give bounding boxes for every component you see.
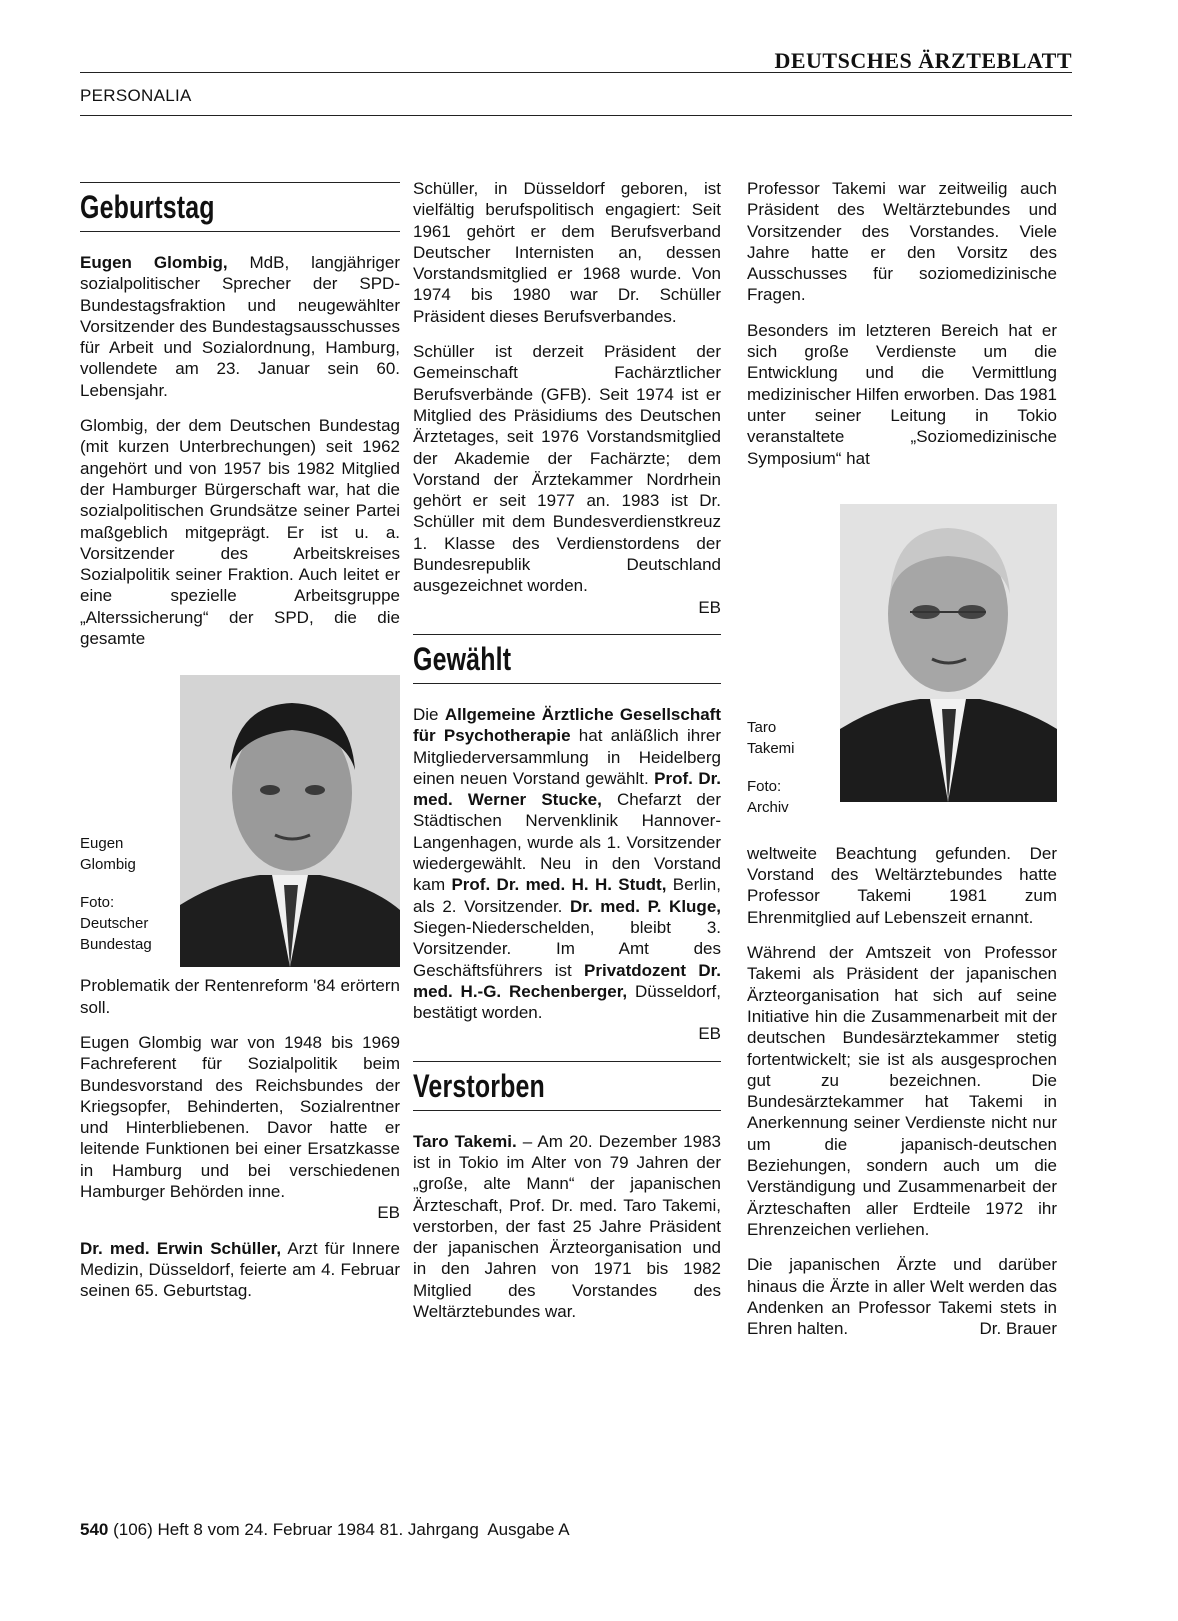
author-signature: EB [377, 1203, 400, 1223]
caption-line: Eugen [80, 835, 124, 853]
person-name: Privatdozent Dr. med. H.-G. Rechenberger, [413, 960, 721, 1001]
caption-line: Takemi [747, 739, 795, 757]
paragraph-text: Chefarzt der Städtischen Nervenklinik Hannover-Langenhagen, wurde als 1. Vorsitzender wiedergewählt. Neu in den Vorstand kam [413, 790, 721, 895]
heading-rule-top [80, 182, 400, 183]
caption-line: Bundestag [80, 936, 152, 954]
column-1 [80, 182, 400, 1302]
portrait-photo-glombig [180, 675, 400, 967]
paragraph-text: – Am 20. Dezember 1983 ist in Tokio im Alter von 79 Jahren der „große, alte Mann“ der japanischen Ärzteschaft, Prof. Dr. med. Taro Takemi, verstorben, der fast 25 Jahre Präsident der japanischen Ärzteorganisation und in den Jahren von 1971 bis 1982 Mitglied des Vorstandes des Weltärztebundes war. [413, 1131, 721, 1322]
masthead-rule [80, 72, 1072, 73]
paragraph-text: Schüller ist derzeit Präsident der Gemeinschaft Fachärztlicher Berufsverbände (GFB). Seit 1974 ist er Mitglied des Präsidiums des Deutschen Ärztetages, seit 1976 Vorstandsmitglied der Akademie der Fachärzte; dem Vorstand der Ärztekammer Nordrhein gehört er seit 1977 an. 1983 ist Dr. Schüller mit dem Bundesverdienstkreuz 1. Klasse des Verdienstordens der Bundesrepublik Deutschland ausgezeichnet worden. [413, 342, 721, 596]
portrait-photo-takemi [840, 504, 1057, 802]
caption-line: Taro [747, 718, 777, 736]
paragraph-takemi-weltaerztebund: Professor Takemi war zeitweilig auch Präsident des Weltärztebundes und Vorsitzender des Vorstandes. Viele Jahre hatte er den Vorsitz des Ausschusses für soziomedizinische Fragen. [747, 179, 1057, 305]
caption-line: Deutscher [80, 915, 149, 933]
paragraph-takemi-zusammenarbeit: Während der Amtszeit von Professor Takemi als Präsident der japanischen Ärzteorganisation hat sich auf seine Initiative hin die Zusammenarbeit mit der deutschen Bundesärztekammer stetig fortentwickelt; sie ist als ausgesprochen gut zu bezeichnen. Die Bundesärztekammer hat Takemi in Anerkennung seiner Verdienste nicht nur um die japanisch-deutschen Beziehungen, sondern auch um die Verständigung und Zusammenarbeit der Ärzteschaften aller Erdteile 1972 ihr Ehrenzeichen verliehen. [747, 943, 1057, 1239]
person-name: Prof. Dr. med. H. H. Studt, [451, 875, 667, 895]
person-name: Taro Takemi. [413, 1131, 517, 1151]
heading-rule-top [413, 634, 721, 635]
issue-info: (106) Heft 8 vom 24. Februar 1984 81. Jahrgang Ausgabe A [108, 1520, 570, 1539]
paragraph-glombig-intro [80, 252, 400, 401]
author-signature: EB [698, 1024, 721, 1044]
paragraph-takemi-andenken [747, 1254, 1057, 1339]
paragraph-schueller-intro [80, 1238, 400, 1302]
column-2 [413, 178, 721, 1322]
masthead: DEUTSCHES ÄRZTEBLATT [774, 48, 1072, 73]
photo-block-glombig [80, 653, 400, 975]
column-3 [747, 178, 1057, 1340]
heading-geburtstag: Geburtstag [80, 189, 215, 225]
photo-block-takemi [747, 469, 1057, 843]
paragraph-text: Düsseldorf, bestätigt worden. [413, 981, 721, 1023]
paragraph-psychotherapie-vorstand [413, 704, 721, 1045]
caption-line: Archiv [747, 798, 789, 816]
paragraph-text: MdB, langjähriger sozialpolitischer Sprecher der SPD-Bundestagsfraktion und neugewählter Vorsitzender des Bundestagsausschusses für Arbeit und Sozialordnung, Hamburg, vollendete am 23. Januar sein 60. Lebensjahr. [80, 253, 400, 400]
paragraph-takemi-verdienste: Besonders im letzteren Bereich hat er sich große Verdienste um die Entwicklung und die Vermittlung medizinischer Hilfen erworben. Das 1981 unter seiner Leitung in Tokio veranstaltete „Soziomedizinische Symposium“ hat [747, 320, 1057, 468]
paragraph-text: Die [413, 704, 445, 724]
page-footer [80, 1520, 570, 1540]
section-label: PERSONALIA [80, 86, 192, 105]
paragraph-schueller-career: Schüller, in Düsseldorf geboren, ist vielfältig berufspolitisch engagiert: Seit 1961 gehört er dem Berufsverband Deutscher Internisten an, dessen Vorstandsmitglied er 1968 wurde. Von 1974 bis 1980 war Dr. Schüller Präsident dieses Berufsverbandes. [413, 179, 721, 326]
heading-rule-bottom [413, 1110, 721, 1111]
photo-caption-takemi [747, 717, 795, 818]
paragraph-takemi-ehrenmitglied: weltweite Beachtung gefunden. Der Vorstand des Weltärztebundes hatte Professor Takemi 1981 zum Ehrenmitglied auf Lebenszeit ernannt. [747, 843, 1057, 927]
caption-line: Glombig [80, 856, 136, 874]
person-name: Prof. Dr. med. Werner Stucke, [413, 768, 722, 810]
paragraph-text: hat anläßlich ihrer Mitgliederversammlung in Heidelberg einen neuen Vorstand gewählt. [413, 726, 721, 788]
person-name: Eugen Glombig, [80, 253, 228, 272]
person-name: Dr. med. P. Kluge, [570, 896, 721, 916]
paragraph-text: Die japanischen Ärzte und darüber hinaus die Ärzte in aller Welt werden das Andenken an Professor Takemi stets in Ehren halten. [747, 1255, 1057, 1339]
paragraph-glombig-bio [80, 1032, 400, 1224]
person-name: Dr. med. Erwin Schüller, [80, 1238, 282, 1258]
caption-line: Foto: [747, 777, 782, 795]
heading-rule-bottom [80, 231, 400, 232]
photo-caption-glombig [80, 833, 152, 955]
paragraph-text: Siegen-Niederschelden, bleibt 3. Vorsitzender. Im Amt des Geschäftsführers ist [413, 917, 721, 980]
paragraph-text: Eugen Glombig war von 1948 bis 1969 Fachreferent für Sozialpolitik beim Bundesvorstand des Reichsbundes der Kriegsopfer, Behinderten, Sozialrentner und Hinterbliebenen. Davor hatte er leitende Funktionen bei einer Ersatzkasse in Hamburg und bei verschiedenen Hamburger Behörden inne. [80, 1032, 400, 1202]
heading-rule-bottom [413, 683, 721, 684]
portrait-illustration [180, 675, 400, 967]
paragraph-text: Berlin, als 2. Vorsitzender. [413, 875, 721, 916]
author-signature: EB [698, 597, 721, 617]
paragraph-glombig-rentenreform: Problematik der Rentenreform '84 erörtern soll. [80, 976, 400, 1017]
caption-line: Foto: [80, 894, 115, 912]
heading-gewaehlt: Gewählt [413, 640, 512, 677]
section-rule [80, 115, 1072, 116]
paragraph-text: Arzt für Innere Medizin, Düsseldorf, feierte am 4. Februar seinen 65. Geburtstag. [80, 1238, 400, 1301]
heading-verstorben: Verstorben [413, 1067, 545, 1104]
author-signature: Dr. Brauer [979, 1319, 1057, 1339]
paragraph-schueller-offices [413, 341, 721, 618]
page-number: 540 [80, 1520, 109, 1539]
heading-rule-top [413, 1061, 721, 1062]
paragraph-glombig-career: Glombig, der dem Deutschen Bundestag (mit kurzen Unterbrechungen) seit 1962 angehört und von 1957 bis 1982 Mitglied der Hamburger Bürgerschaft war, hat die sozialpolitischen Grundsätze seiner Partei maßgeblich mitgeprägt. Er ist u. a. Vorsitzender des Arbeitskreises Sozialpolitik seiner Fraktion. Auch leitet er eine spezielle Arbeitsgruppe „Alterssicherung“ der SPD, die die gesamte [80, 416, 400, 649]
portrait-illustration [840, 504, 1057, 802]
organization-name: Allgemeine Ärztliche Gesellschaft für Psychotherapie [413, 704, 721, 746]
paragraph-takemi-obituary [413, 1131, 721, 1323]
